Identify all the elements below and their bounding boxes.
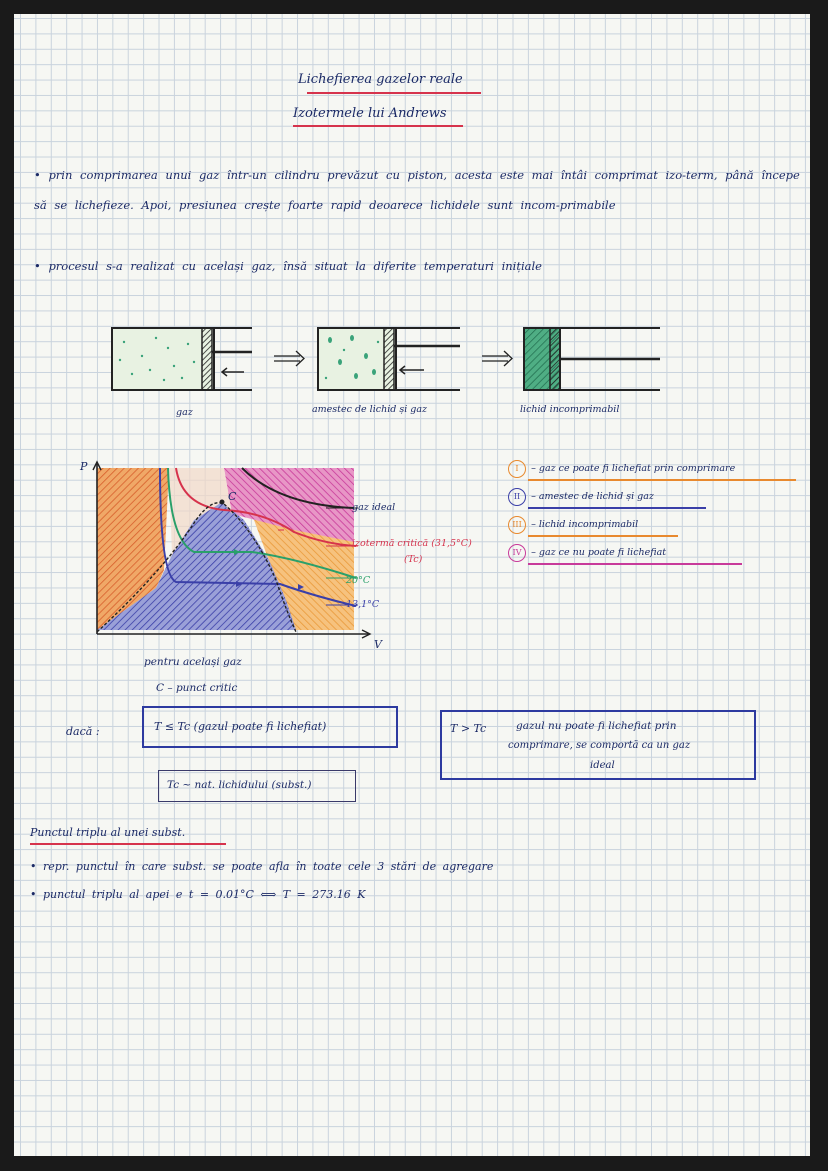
legend-text: – gaz ce nu poate fi lichefiat [531,547,667,558]
axis-label-p: P [80,460,88,473]
label-isotherm-20: 20°C [346,575,371,586]
legend-item [508,512,678,537]
legend-text: – amestec de lichid și gaz [531,491,654,502]
axis-label-v: V [374,638,382,650]
title-underline [307,92,481,94]
label-liquid: lichid incomprimabil [520,404,620,415]
andrews-isotherms-diagram [64,450,484,650]
critical-point-label: C [228,490,237,503]
legend-text: – gaz ce poate fi lichefiat prin comprimare [531,463,736,474]
legend-num: IV [508,544,526,562]
arrow-right-icon [274,351,304,366]
legend-text: – lichid incomprimabil [531,519,639,530]
tc-note-box [158,770,356,802]
cylinder-liquid [524,328,660,390]
legend-item [508,456,796,481]
condition-box-above-tc [440,710,756,780]
label-mixture: amestec de lichid și gaz [312,404,428,415]
label-isotherm-13: 13,1°C [346,599,380,610]
legend-item [508,540,742,565]
triple-heading-underline [30,843,226,845]
triple-point-water: • punctul triplu al apei e t = 0.01°C ⟺ T = 273.16 K [30,888,366,901]
legend-num: II [508,488,526,506]
cylinder-sequence [94,304,694,414]
label-ideal-gas: gaz ideal [352,502,396,513]
label-critical-tc: (Tc) [404,554,423,565]
notebook-page [14,14,810,1156]
legend-num: I [508,460,526,478]
triple-point-heading: Punctul triplu al unei subst. [30,826,186,839]
legend-num: III [508,516,526,534]
caption-same-gas: pentru același gaz [144,656,242,668]
tc-note: Tc ~ nat. lichidului (subst.) [167,779,312,791]
label-critical-isotherm: izotermă critică (31,5°C) [352,538,472,549]
cylinder-gas [112,328,252,390]
sub-title: Izotermele lui Andrews [293,106,447,121]
condition-above-text-1: gazul nu poate fi lichefiat prin [516,720,677,732]
triple-point-definition: • repr. punctul în care subst. se poate afla în toate cele 3 stări de agregare [30,860,494,873]
condition-above-text-2: comprimare, se comportă ca un gaz [508,740,691,751]
caption-critical-point: C – punct critic [156,682,238,694]
condition-box-below-tc [142,706,398,748]
paragraph-compression: • prin comprimarea unui gaz într-un cilindru prevăzut cu piston, acesta este mai întâi comprimat izo-term, până începe să se lichefieze. Apoi, presiunea crește foarte rapid deoarece lichidele sunt incom-primabile [34,168,800,212]
condition-below-tc: T ≤ Tc (gazul poate fi lichefiat) [154,720,327,733]
legend-item [508,484,706,509]
paragraph-process: • procesul s-a realizat cu același gaz, însă situat la diferite temperaturi inițiale [34,259,542,273]
condition-above-text-3: ideal [590,760,615,771]
cylinder-mixture [318,328,460,390]
arrow-right-icon [482,351,512,366]
label-gas: gaz [176,407,193,418]
condition-above-tc: T > Tc [450,722,487,735]
label-if: dacă : [66,725,100,738]
main-title: Lichefierea gazelor reale [298,72,463,87]
subtitle-underline [293,125,463,127]
